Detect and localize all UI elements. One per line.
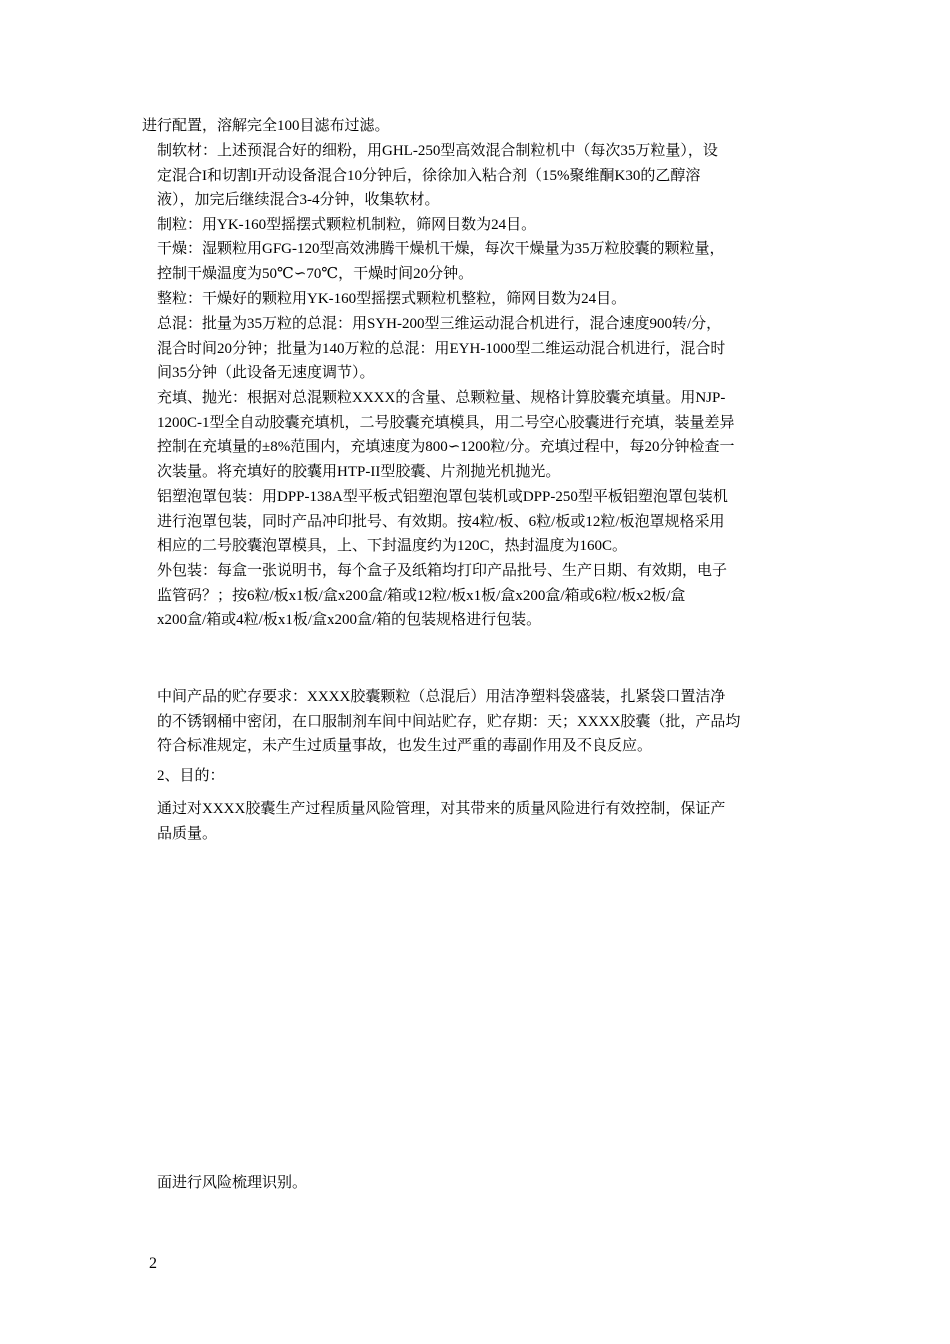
text-line: 制粒：用YK-160型摇摆式颗粒机制粒，筛网目数为24目。 xyxy=(157,217,537,233)
paragraph-filtration xyxy=(142,114,810,139)
text-line: 的不锈钢桶中密闭，在口服制剂车间中间站贮存，贮存期：天；XXXX胶囊（批，产品均 xyxy=(157,713,741,730)
text-line: 充填、抛光：根据对总混颗粒XXXX的含量、总颗粒量、规格计算胶囊充填量。用NJP- xyxy=(157,390,726,406)
text-line: 混合时间20分钟；批量为140万粒的总混：用EYH-1000型二维运动混合机进行，混合时 xyxy=(157,340,726,357)
text-line: 相应的二号胶囊泡罩模具，上、下封温度约为120C，热封温度为160C。 xyxy=(157,538,628,554)
paragraph-granulation xyxy=(142,213,810,238)
paragraph-outer-packaging xyxy=(142,559,810,633)
paragraph-filling-polishing xyxy=(142,386,810,484)
text-line: 符合标准规定，未产生过质量事故，也发生过严重的毒副作用及不良反应。 xyxy=(157,738,653,754)
text-line: 控制在充填量的±8%范围内，充填速度为800∽1200粒/分。充填过程中，每20分钟检查一 xyxy=(157,439,735,455)
paragraph-storage-requirements xyxy=(142,685,810,759)
paragraph-soft-material xyxy=(142,139,810,213)
paragraph-blister-packaging xyxy=(142,485,810,559)
paragraph-sizing xyxy=(142,287,810,312)
text-line: 液），加完后继续混合3-4分钟，收集软材。 xyxy=(157,192,440,208)
text-line: 进行泡罩包装，同时产品冲印批号、有效期。按4粒/板、6粒/板或12粒/板泡罩规格采用 xyxy=(157,513,725,530)
section-heading-purpose xyxy=(142,764,810,789)
paragraph-purpose xyxy=(142,797,810,846)
text-line: 间35分钟（此设备无速度调节）。 xyxy=(157,365,375,381)
text-line: 制软材：上述预混合好的细粉，用GHL-250型高效混合制粒机中（每次35万粒量），设 xyxy=(157,143,718,159)
text-line: 干燥：湿颗粒用GFG-120型高效沸腾干燥机干燥，每次干燥量为35万粒胶囊的颗粒量， xyxy=(157,241,725,257)
paragraph-drying xyxy=(142,237,810,286)
text-line: 2、目的： xyxy=(157,768,225,784)
paragraph-risk-identification xyxy=(142,1171,810,1196)
text-line: 监管码？；按6粒/板x1板/盒x200盒/箱或12粒/板x1板/盒x200盒/箱或6粒/板x2板/盒 xyxy=(157,587,686,604)
text-line: 1200C-1型全自动胶囊充填机，二号胶囊充填模具，用二号空心胶囊进行充填，装量差异 xyxy=(157,414,735,431)
text-line: 整粒：干燥好的颗粒用YK-160型摇摆式颗粒机整粒，筛网目数为24目。 xyxy=(157,291,627,307)
text-line: 控制干燥温度为50℃∽70℃，干燥时间20分钟。 xyxy=(157,265,474,282)
text-line: 通过对XXXX胶囊生产过程质量风险管理，对其带来的质量风险进行有效控制，保证产 xyxy=(157,801,726,817)
text-line: 总混：批量为35万粒的总混：用SYH-200型三维运动混合机进行，混合速度900转/分， xyxy=(157,316,722,332)
text-line: 定混合I和切割I开动设备混合10分钟后，徐徐加入粘合剂（15%聚维酮K30的乙醇溶 xyxy=(157,167,701,184)
text-line: 铝塑泡罩包装：用DPP-138A型平板式铝塑泡罩包装机或DPP-250型平板铝塑泡罩包装机 xyxy=(157,489,728,505)
text-line: 外包装：每盒一张说明书，每个盒子及纸箱均打印产品批号、生产日期、有效期，电子 xyxy=(157,563,728,579)
text-line: 次装量。将充填好的胶囊用HTP-II型胶囊、片剂抛光机抛光。 xyxy=(157,463,561,480)
paragraph-final-mixing xyxy=(142,312,810,386)
text-line: 进行配置，溶解完全100目滤布过滤。 xyxy=(142,118,390,134)
text-line: 面进行风险梳理识别。 xyxy=(157,1175,308,1191)
text-line: x200盒/箱或4粒/板x1板/盒x200盒/箱的包装规格进行包装。 xyxy=(157,612,542,628)
page-number: 2 xyxy=(149,1255,157,1272)
text-line: 中间产品的贮存要求：XXXX胶囊颗粒（总混后）用洁净塑料袋盛装，扎紧袋口置洁净 xyxy=(157,689,726,705)
text-line: 品质量。 xyxy=(157,825,218,842)
